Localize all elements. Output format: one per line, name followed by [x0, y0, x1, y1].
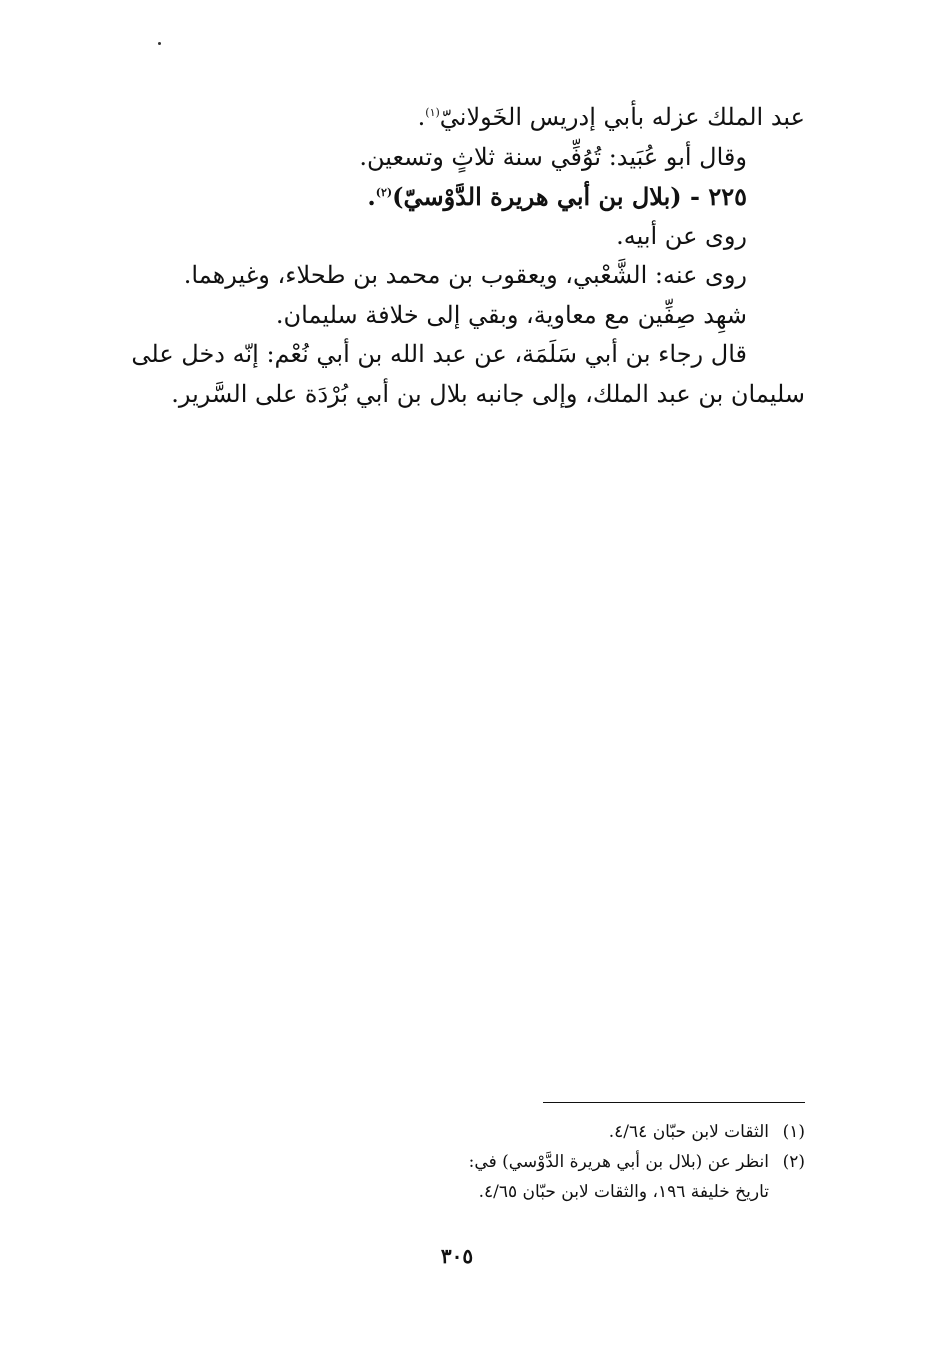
text-line: عبد الملك عزله بأبي إدريس الخَولانيّ$^{(١)}$.	[417, 103, 805, 131]
footnote-number: (١)	[782, 1122, 805, 1142]
entry-heading-text: ٢٢٥ - (بلال بن أبي هريرة الدَّوْسيّ)	[392, 182, 747, 211]
text-line: قال رجاء بن أبي سَلَمَة، عن عبد الله بن أبي نُعْم: إنّه دخل على	[131, 340, 747, 368]
text-line: وقال أبو عُبَيد: تُوُفِّي سنة ثلاثٍ وتسعين.	[359, 142, 747, 171]
footnote-ref[interactable]: (١)	[425, 106, 440, 119]
footnotes	[400, 1117, 805, 1207]
text-line: روى عن أبيه.	[616, 221, 747, 250]
main-text	[115, 98, 805, 414]
footnote-text: انظر عن (بلال بن أبي هريرة الدَّوْسي) في:	[468, 1152, 769, 1172]
footnote-separator	[543, 1102, 805, 1103]
page-number: ٣٠٥	[440, 1244, 474, 1268]
footnote-ref[interactable]: (٢)	[375, 186, 393, 199]
ink-speck	[158, 42, 161, 45]
text-line: شهِد صِفِّين مع معاوية، وبقي إلى خلافة سليمان.	[275, 300, 747, 329]
footnote-item	[400, 1147, 805, 1177]
footnote-continuation: تاريخ خليفة ١٩٦، والثقات لابن حبّان ٤/٦٥.	[478, 1182, 769, 1202]
entry-heading: ٢٢٥ - (بلال بن أبي هريرة الدَّوْسيّ)$^{(٢)}$.	[367, 182, 747, 211]
text-line: سليمان بن عبد الملك، وإلى جانبه بلال بن أبي بُرْدَة على السَّرير.	[171, 379, 805, 408]
footnote-item	[400, 1117, 805, 1147]
text-line-content: عبد الملك عزله بأبي إدريس الخَولانيّ	[439, 103, 805, 131]
footnote-text: الثقات لابن حبّان ٤/٦٤.	[608, 1122, 769, 1142]
footnote-number: (٢)	[782, 1152, 805, 1172]
text-line: روى عنه: الشَّعْبي، ويعقوب بن محمد بن طحلاء، وغيرهما.	[183, 261, 747, 289]
